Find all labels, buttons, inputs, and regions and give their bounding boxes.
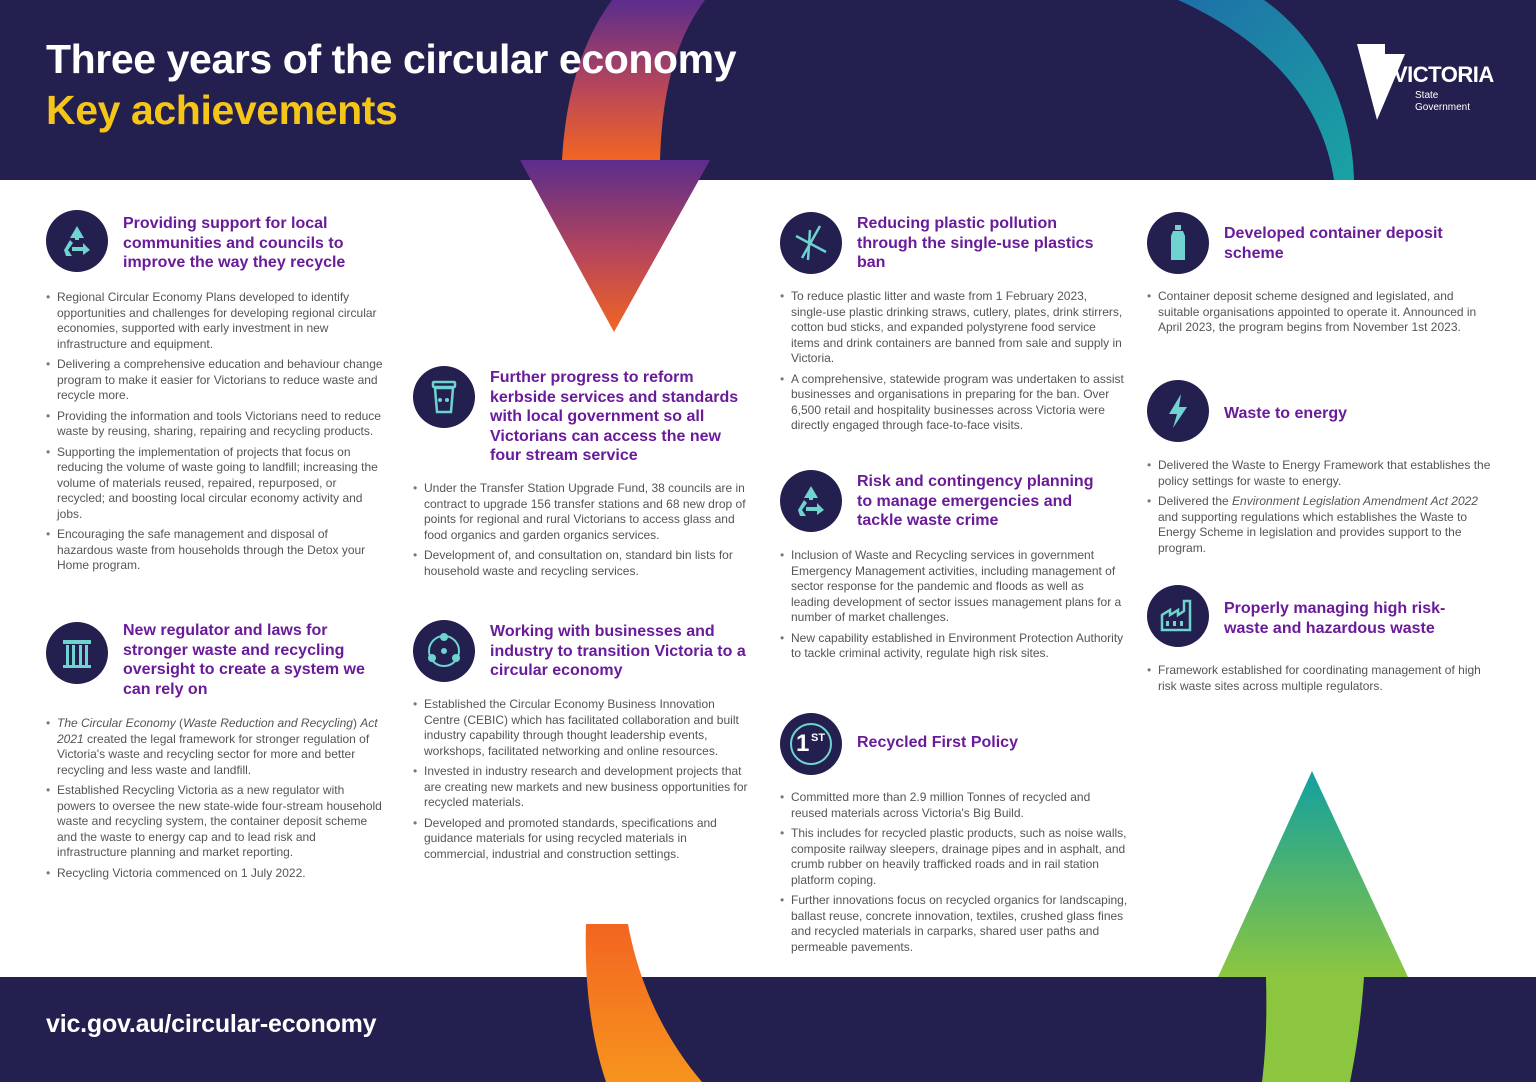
- list-item: • This includes for recycled plastic products, such as noise walls, composite railway sleepers, drainage pipes and in asphalt, and crumb rubber on heavily trafficked roads and in rail station platform coping.: [780, 826, 1130, 888]
- lightning-icon: [1147, 380, 1209, 442]
- factory-icon: [1147, 585, 1209, 647]
- section-title-plastics: Reducing plastic pollution through the single-use plastics ban: [857, 215, 1094, 271]
- list-regulator: [46, 716, 386, 886]
- bottom-arrow-band: [586, 924, 702, 1082]
- list-item: • To reduce plastic litter and waste from 1 February 2023, single-use plastic drinking straws, cutlery, plates, drink stirrers, cotton bud sticks, and expanded polystyrene food service items and drink containers are banned from sale and supply in Victoria.: [780, 289, 1125, 367]
- list-item: • Recycling Victoria commenced on 1 July 2022.: [46, 866, 386, 882]
- section-title-business: Working with businesses and industry to transition Victoria to a circular economy: [490, 623, 746, 679]
- list-item: • Inclusion of Waste and Recycling services in government Emergency Management activities, including management of sector response for the pandemic and floods as well as leading development of sector issues management plans for a number of market challenges.: [780, 548, 1125, 626]
- victoria-logo: [1355, 42, 1495, 122]
- straw-ban-icon: [780, 212, 842, 274]
- right-arrow-band: [1178, 0, 1354, 180]
- list-energy: [1147, 458, 1492, 561]
- section-title-hazardous: Properly managing high risk-waste and hazardous waste: [1224, 600, 1446, 637]
- page-title: Three years of the circular economy: [46, 36, 737, 82]
- list-recycled-first: [780, 790, 1130, 960]
- list-kerbside: [413, 481, 753, 584]
- bin-icon: [413, 366, 475, 428]
- list-item: • Delivering a comprehensive education and behaviour change program to make it easier for Victorians to reduce waste and recycle more.: [46, 357, 386, 404]
- green-arrow-band: [1262, 977, 1364, 1082]
- list-item: • New capability established in Environment Protection Authority to tackle criminal activity, regulate high risk sites.: [780, 631, 1125, 662]
- first-place-icon: 1 ST: [780, 713, 842, 775]
- list-item: • Supporting the implementation of projects that focus on reducing the volume of waste going to landfill; increasing the volume of materials reused, repaired, repurposed, or recycled; and boosting local circular economy activity and jobs.: [46, 445, 386, 523]
- logo-subtext: State Government: [1415, 90, 1471, 113]
- list-local-support: [46, 290, 386, 579]
- section-title-container: Developed container deposit scheme: [1224, 225, 1443, 262]
- bottle-icon: [1147, 212, 1209, 274]
- network-people-icon: [413, 620, 475, 682]
- page-subtitle: Key achievements: [46, 87, 398, 133]
- circular-economy-link[interactable]: vic.gov.au/circular-economy: [46, 1010, 377, 1038]
- recycle-icon: [780, 470, 842, 532]
- list-item: • Providing the information and tools Victorians need to reduce waste by reusing, sharing, repairing and recycling products.: [46, 409, 386, 440]
- list-item: • A comprehensive, statewide program was undertaken to assist businesses and organisations in preparing for the ban. Over 6,500 retail and hospitality businesses across Victoria were directly engaged through face-to-face visits.: [780, 372, 1125, 434]
- section-title-energy: Waste to energy: [1224, 405, 1347, 422]
- list-container: [1147, 289, 1492, 341]
- list-plastics: [780, 289, 1125, 439]
- pillar-icon: [46, 622, 108, 684]
- top-arrow-head: [520, 160, 710, 332]
- recycle-icon: [46, 210, 108, 272]
- list-item: • Delivered the Environment Legislation Amendment Act 2022 and supporting regulations which establishes the Waste to Energy Scheme in legislation and provides support to the program.: [1147, 494, 1492, 556]
- list-item: • Established Recycling Victoria as a new regulator with powers to oversee the new state-wide four-stream household waste and recycling system, the container deposit scheme and the waste to energy cap and to lead risk and infrastructure planning and market reporting.: [46, 783, 386, 861]
- list-item: • Delivered the Waste to Energy Framework that establishes the policy settings for waste to energy.: [1147, 458, 1492, 489]
- list-item: • Encouraging the safe management and disposal of hazardous waste from households through the Detox your Home program.: [46, 527, 386, 574]
- list-item: • Further innovations focus on recycled organics for landscaping, ballast reuse, concrete innovation, textiles, crushed glass fines and recycled materials in carparks, shared user paths and permeable pavements.: [780, 893, 1130, 955]
- list-hazardous: [1147, 663, 1492, 699]
- section-title-local-support: Providing support for local communities and councils to improve the way they recycle: [123, 215, 346, 271]
- logo-wordmark: VICTORIA: [1393, 62, 1494, 87]
- list-item: • Container deposit scheme designed and legislated, and suitable organisations appointed to operate it. Announced in April 2023, the program begins from November 1st 2023.: [1147, 289, 1492, 336]
- list-item: • Committed more than 2.9 million Tonnes of recycled and reused materials across Victoria's Big Build.: [780, 790, 1130, 821]
- list-business: [413, 697, 753, 867]
- list-item: • Under the Transfer Station Upgrade Fund, 38 councils are in contract to upgrade 156 transfer stations and 68 new drop of points for regional and rural Victorians to access glass and food organics and garden organics services.: [413, 481, 753, 543]
- list-item: • Regional Circular Economy Plans developed to identify opportunities and challenges for developing regional circular economies, supported with early investment in new infrastructure and equipment.: [46, 290, 386, 352]
- list-item: • Invested in industry research and development projects that are creating new markets and new business opportunities for recycled materials.: [413, 764, 753, 811]
- list-item: • Development of, and consultation on, standard bin lists for household waste and recycling services.: [413, 548, 753, 579]
- list-item: • Framework established for coordinating management of high risk waste sites across multiple regulators.: [1147, 663, 1492, 694]
- list-item: • The Circular Economy (Waste Reduction and Recycling) Act 2021 created the legal framework for stronger regulation of Victoria's waste and recycling sector for more and better recycling and less waste and landfill.: [46, 716, 386, 778]
- section-title-risk: Risk and contingency planning to manage emergencies and tackle waste crime: [857, 473, 1094, 529]
- section-title-regulator: New regulator and laws for stronger waste and recycling oversight to create a system we can rely on: [123, 622, 365, 698]
- section-title-recycled-first: Recycled First Policy: [857, 734, 1018, 751]
- list-risk: [780, 548, 1125, 667]
- list-item: • Established the Circular Economy Business Innovation Centre (CEBIC) which has facilitated collaboration and built industry capability through thought leadership events, workshops, facilitated networking and online resources.: [413, 697, 753, 759]
- section-title-kerbside: Further progress to reform kerbside services and standards with local government so all Victorians can access the new four stream service: [490, 369, 739, 464]
- green-arrow-head: [1218, 771, 1408, 977]
- list-item: • Developed and promoted standards, specifications and guidance materials for using recycled materials in commercial, industrial and construction settings.: [413, 816, 753, 863]
